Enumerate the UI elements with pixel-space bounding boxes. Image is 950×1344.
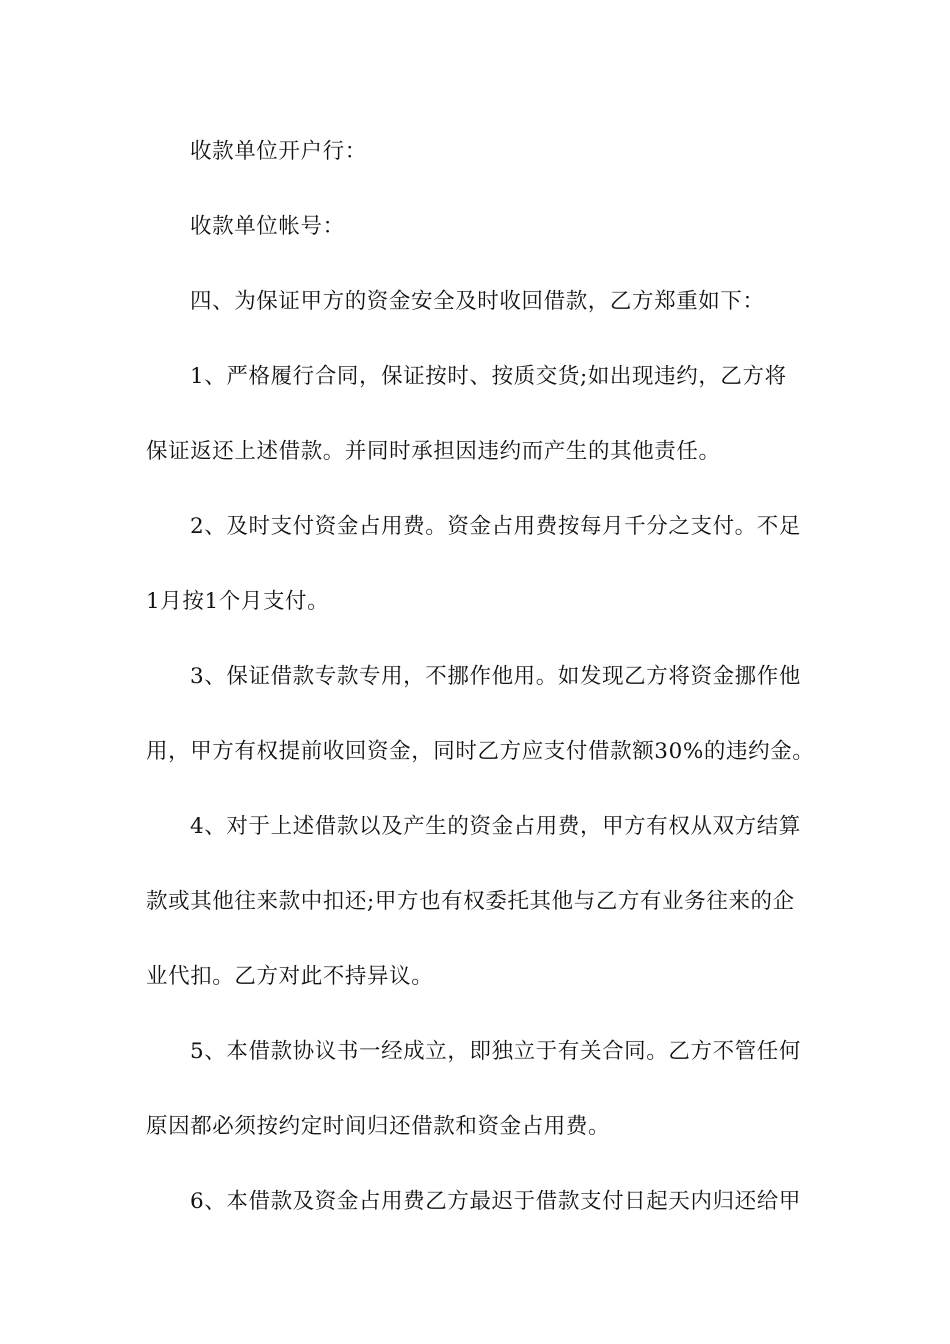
clause-4-line-2: 款或其他往来款中扣还;甲方也有权委托其他与乙方有业务往来的企 [146,889,795,914]
clause-4-line-3: 业代扣。乙方对此不持异议。 [146,964,434,989]
section-four-heading: 四、为保证甲方的资金安全及时收回借款，乙方郑重如下： [190,289,765,314]
payee-account-line: 收款单位帐号： [190,214,345,239]
clause-3-line-2: 用，甲方有权提前收回资金，同时乙方应支付借款额30%的违约金。 [146,739,815,764]
clause-4-line-1: 4、对于上述借款以及产生的资金占用费，甲方有权从双方结算 [190,814,801,839]
clause-3-line-1: 3、保证借款专款专用，不挪作他用。如发现乙方将资金挪作他 [190,664,801,689]
clause-1-line-2: 保证返还上述借款。并同时承担因违约而产生的其他责任。 [146,439,721,464]
clause-1-line-1: 1、严格履行合同，保证按时、按质交货;如出现违约，乙方将 [190,364,787,389]
clause-2-line-1: 2、及时支付资金占用费。资金占用费按每月千分之支付。不足 [190,514,801,539]
clause-5-line-2: 原因都必须按约定时间归还借款和资金占用费。 [146,1114,611,1139]
payee-bank-line: 收款单位开户行： [190,139,367,164]
clause-5-line-1: 5、本借款协议书一经成立，即独立于有关合同。乙方不管任何 [190,1039,801,1064]
clause-2-line-2: 1月按1个月支付。 [146,589,330,614]
clause-6-line-1: 6、本借款及资金占用费乙方最迟于借款支付日起天内归还给甲 [190,1189,801,1214]
